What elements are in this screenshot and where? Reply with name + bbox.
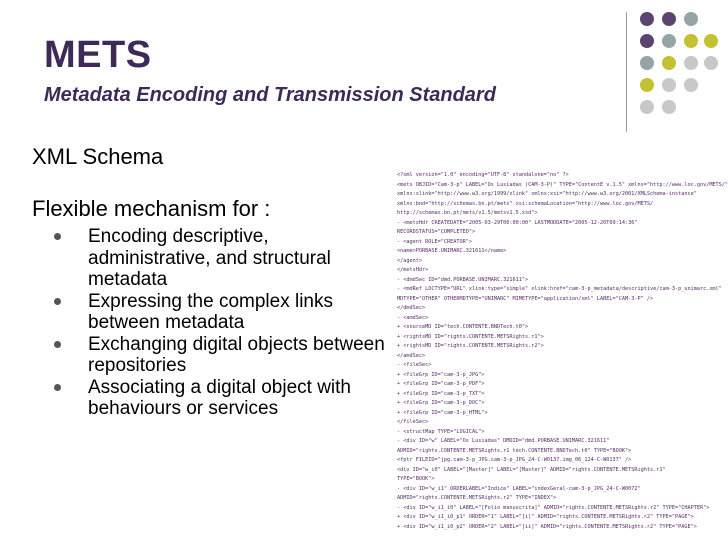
code-line: ADMID="rights.CONTENTE.METSRights.r2" TYPE="INDEX"> xyxy=(397,495,557,501)
code-line: </metsHdr> xyxy=(397,267,429,273)
decor-dot xyxy=(662,100,676,114)
bullet-icon xyxy=(54,384,61,391)
code-line: - <structMap TYPE="LOGICAL"> xyxy=(397,428,485,435)
bullet-icon xyxy=(54,233,61,240)
code-line: MDTYPE="OTHER" OTHERMDTYPE="UNIMARC" MIMETYPE="application/xml" LABEL="CAM-3-P" /> xyxy=(397,295,654,302)
mets-xml-code-screenshot xyxy=(397,171,728,530)
bullet-text: Encoding descriptive, administrative, and structural metadata xyxy=(88,226,331,290)
bullet-item xyxy=(48,226,393,291)
decor-dot xyxy=(640,12,654,26)
decor-dot xyxy=(662,56,676,70)
code-line: </dmdSec> xyxy=(397,305,426,311)
code-line: xmlns:xlink="http://www.w3.org/1999/xlink" xmlns:xsi="http://www.w3.org/2001/XMLSchema-instance" xyxy=(397,191,697,197)
decor-dot xyxy=(684,12,698,26)
code-line: <mets OBJID="Cam-3-p" LABEL="Os Lusiadas (CAM-3-P)" TYPE="ContentE v.1.5" xmlns="http://www.loc.gov/METS/" xyxy=(397,181,728,188)
decor-dot xyxy=(640,78,654,92)
slide-title: METS xyxy=(44,34,152,76)
bullet-icon xyxy=(54,298,61,305)
bullet-list xyxy=(48,226,393,420)
code-line: <fptr FILEID="jpg.cam-3-p_JPG.cam-3-p_JPG_24-C-W0137.img_06_124-C-W0137" /> xyxy=(397,457,632,463)
code-line: - <agent ROLE="CREATOR"> xyxy=(397,238,472,245)
code-line: + <fileGrp ID="cam-3-p_HTML"> xyxy=(397,409,488,416)
code-line: - <div ID="w_i1" ORDERLABEL="Indice" LABEL="indexGeral-cam-3-p_JPG_24-C-W0072" xyxy=(397,485,641,492)
code-line: <name>PORBASE.UNIMARC.321611</name> xyxy=(397,248,507,254)
decor-dot xyxy=(684,34,698,48)
code-line: + <div ID="w_i1_i0_p1" ORDER="1" LABEL="[i]" ADMID="rights.CONTENTE.METSRights.r2" TYPE="PAGE"> xyxy=(397,514,694,520)
code-line: - <metsHdr CREATEDATE="2005-03-29T00:00:00" LASTMODDATE="2005-12-20T09:14:36" xyxy=(397,219,638,226)
decor-dot xyxy=(662,78,676,92)
code-line: + <fileGrp ID="cam-3-p_PDF"> xyxy=(397,381,485,387)
code-line: <?xml version="1.0" encoding="UTF-8" standalone="no" ?> xyxy=(397,172,569,178)
heading-xml-schema: XML Schema xyxy=(32,144,164,169)
decor-dot xyxy=(640,100,654,114)
code-line: + <rightsMD ID="rights.CONTENTE.METSRights.r1"> xyxy=(397,333,544,340)
bullet-item xyxy=(48,334,393,377)
code-line: + <fileGrp ID="cam-3-p_TXT"> xyxy=(397,390,485,397)
bullet-icon xyxy=(54,341,61,348)
decor-dot xyxy=(684,78,698,92)
code-line: + <rightsMD ID="rights.CONTENTE.METSRights.r2"> xyxy=(397,343,544,349)
code-line: ADMID="rights.CONTENTE.METSRights.r1 tech.CONTENTE.BNDTech.t0" TYPE="BOOK"> xyxy=(397,447,632,454)
code-line: TYPE="BOOK"> xyxy=(397,476,435,482)
code-line: + <sourceMD ID="tech.CONTENTE.BNDTech.t0"> xyxy=(397,324,529,330)
decor-dot xyxy=(684,56,698,70)
bullet-text: Exchanging digital objects between repositories xyxy=(88,333,385,376)
heading-flexible-mechanism: Flexible mechanism for : xyxy=(32,196,271,221)
code-line: - <amdSec> xyxy=(397,314,429,321)
decor-dot xyxy=(640,34,654,48)
decor-dot xyxy=(704,34,718,48)
code-line: - <div ID="w" LABEL="Os Lusiadas" DMDID="dmd.PORBASE.UNIMARC.321611" xyxy=(397,438,610,444)
code-line: xmlns:bnd="http://schemas.bn.pt/mets" xsi:schemaLocation="http://www.loc.gov/METS/ xyxy=(397,200,654,207)
code-line: </agent> xyxy=(397,257,422,264)
code-line: </amdSec> xyxy=(397,352,426,359)
bullet-item xyxy=(48,291,393,334)
code-line: + <div ID="w_i1_i0_p2" ORDER="2" LABEL="[ii]" ADMID="rights.CONTENTE.METSRights.r2" TYPE="PAGE"> xyxy=(397,523,697,530)
code-line: - <fileSec> xyxy=(397,362,432,368)
slide-subtitle: Metadata Encoding and Transmission Standard xyxy=(44,84,496,106)
decor-dot xyxy=(640,56,654,70)
bullet-text: Expressing the complex links between metadata xyxy=(88,290,333,333)
code-line: </fileSec> xyxy=(397,419,429,425)
bullet-item xyxy=(48,377,393,420)
code-line: - <div ID="w_i1_i0" LABEL="[Folio manuscrita]" ADMID="rights.CONTENTE.METSRights.r2" TYPE="CHAPTER"> xyxy=(397,504,710,511)
decor-dot xyxy=(662,34,676,48)
decor-dot xyxy=(704,56,718,70)
code-line: + <fileGrp ID="cam-3-p_JPG"> xyxy=(397,371,485,378)
decor-dot xyxy=(662,12,676,26)
code-line: - <mdRef LOCTYPE="URL" xlink:type="simple" xlink:href="cam-3-p_metadata/descriptive/cam-3-p_unimarc.xml" xyxy=(397,286,722,292)
code-line: <div ID="w_i0" LABEL="[Master]" LABEL="[Master]" ADMID="rights.CONTENTE.METSRights.r1" xyxy=(397,466,666,473)
code-line: + <fileGrp ID="cam-3-p_DOC"> xyxy=(397,400,485,406)
code-line: - <dmdSec ID="dmd.PORBASE.UNIMARC.321611"> xyxy=(397,276,529,283)
code-line: RECORDSTATUS="COMPLETED"> xyxy=(397,229,476,235)
code-line: http://schemas.bn.pt/mets/v1.5/metsv1.5.xsd"> xyxy=(397,210,538,216)
bullet-text: Associating a digital object with behaviours or services xyxy=(88,376,351,419)
decorative-divider xyxy=(626,12,627,132)
